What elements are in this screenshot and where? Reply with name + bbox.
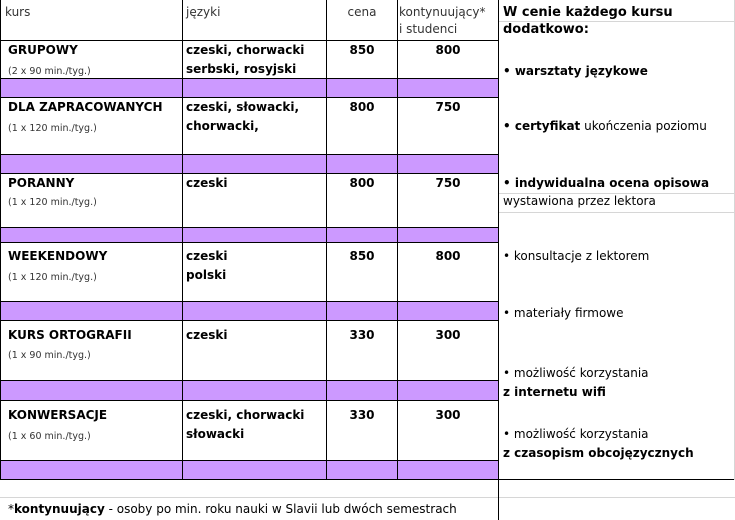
course-price: 330 (349, 408, 375, 422)
course-schedule: (1 x 60 min./tyg.) (8, 431, 91, 442)
course-price: 800 (349, 176, 375, 190)
footnote-text: - osoby po min. roku nauki w Slavii lub dwóch semestrach (104, 502, 457, 516)
course-languages: czeski (186, 176, 228, 190)
col-border (182, 0, 183, 480)
extra-wifi: • możliwość korzystania (503, 366, 649, 380)
course-price: 800 (349, 100, 375, 114)
course-languages-line2: chorwacki, (186, 119, 259, 133)
course-continuing-price: 300 (435, 408, 461, 422)
course-languages-line2: serbski, rosyjski (186, 62, 297, 76)
course-languages: czeski, słowacki, (186, 100, 299, 114)
course-name: DLA ZAPRACOWANYCH (8, 100, 163, 114)
row-border (0, 154, 499, 155)
course-continuing-price: 800 (435, 249, 461, 263)
col-border (0, 0, 1, 480)
extra-assessment: • indywidualna ocena opisowa (503, 176, 710, 190)
course-languages: czeski (186, 328, 228, 342)
course-continuing-price: 750 (435, 176, 461, 190)
course-name: WEEKENDOWY (8, 249, 108, 263)
row-border (0, 400, 499, 401)
footnote-star: * (8, 502, 14, 516)
course-name: GRUPOWY (8, 43, 78, 57)
course-schedule: (1 x 120 min./tyg.) (8, 272, 97, 283)
extras-title: W cenie każdego kursu (503, 5, 673, 20)
course-schedule: (2 x 90 min./tyg.) (8, 66, 91, 77)
header-continuing: kontynuujący* (399, 5, 486, 19)
course-price: 850 (349, 249, 375, 263)
col-border (498, 0, 499, 520)
extras-title-line2: dodatkowo: (503, 22, 589, 37)
course-continuing-price: 750 (435, 100, 461, 114)
course-continuing-price: 300 (435, 328, 461, 342)
row-border (0, 479, 735, 480)
header-course: kurs (5, 5, 31, 19)
extra-certificate (503, 119, 707, 134)
row-border (0, 320, 499, 321)
separator-band (1, 302, 498, 320)
course-languages-line2: słowacki (186, 427, 245, 441)
footnote-term: kontynuujący (14, 502, 105, 516)
extra-workshops: • warsztaty językowe (503, 64, 648, 78)
course-languages-line2: polski (186, 268, 227, 282)
course-languages: czeski (186, 249, 228, 263)
row-border (0, 242, 499, 243)
footnote (8, 502, 457, 517)
course-schedule: (1 x 120 min./tyg.) (8, 123, 97, 134)
extra-wifi-line2: z internetu wifi (503, 385, 606, 399)
row-border (0, 301, 499, 302)
course-price: 330 (349, 328, 375, 342)
course-price: 850 (349, 43, 375, 57)
course-name: PORANNY (8, 176, 75, 190)
course-schedule: (1 x 90 min./tyg.) (8, 350, 91, 361)
separator-band (1, 461, 498, 479)
extra-consultations: • konsultacje z lektorem (503, 249, 650, 263)
course-languages: czeski, chorwacki (186, 408, 305, 422)
row-border (0, 227, 499, 228)
header-languages: języki (186, 5, 221, 19)
row-border (0, 97, 499, 98)
extra-certificate-rest: ukończenia poziomu (580, 119, 707, 133)
course-name: KONWERSACJE (8, 408, 108, 422)
separator-band (1, 79, 498, 97)
separator-band (1, 228, 498, 242)
header-continuing-line2: i studenci (399, 22, 458, 36)
separator-band (1, 155, 498, 173)
separator-band (1, 381, 498, 400)
extra-magazines-line2: z czasopism obcojęzycznych (503, 446, 694, 460)
extra-materials: • materiały firmowe (503, 306, 624, 320)
header-price: cena (347, 5, 377, 19)
extra-certificate-bold: • certyfikat (503, 119, 581, 133)
course-name: KURS ORTOGRAFII (8, 328, 132, 342)
row-border (0, 173, 499, 174)
extra-assessment-line2: wystawiona przez lektora (503, 194, 656, 208)
extra-magazines: • możliwość korzystania (503, 427, 649, 441)
row-border (0, 380, 499, 381)
row-border (0, 40, 499, 41)
row-border (0, 460, 499, 461)
course-continuing-price: 800 (435, 43, 461, 57)
course-schedule: (1 x 120 min./tyg.) (8, 197, 97, 208)
grid-line (499, 212, 735, 213)
grid-line (0, 497, 735, 498)
course-languages: czeski, chorwacki (186, 43, 305, 57)
